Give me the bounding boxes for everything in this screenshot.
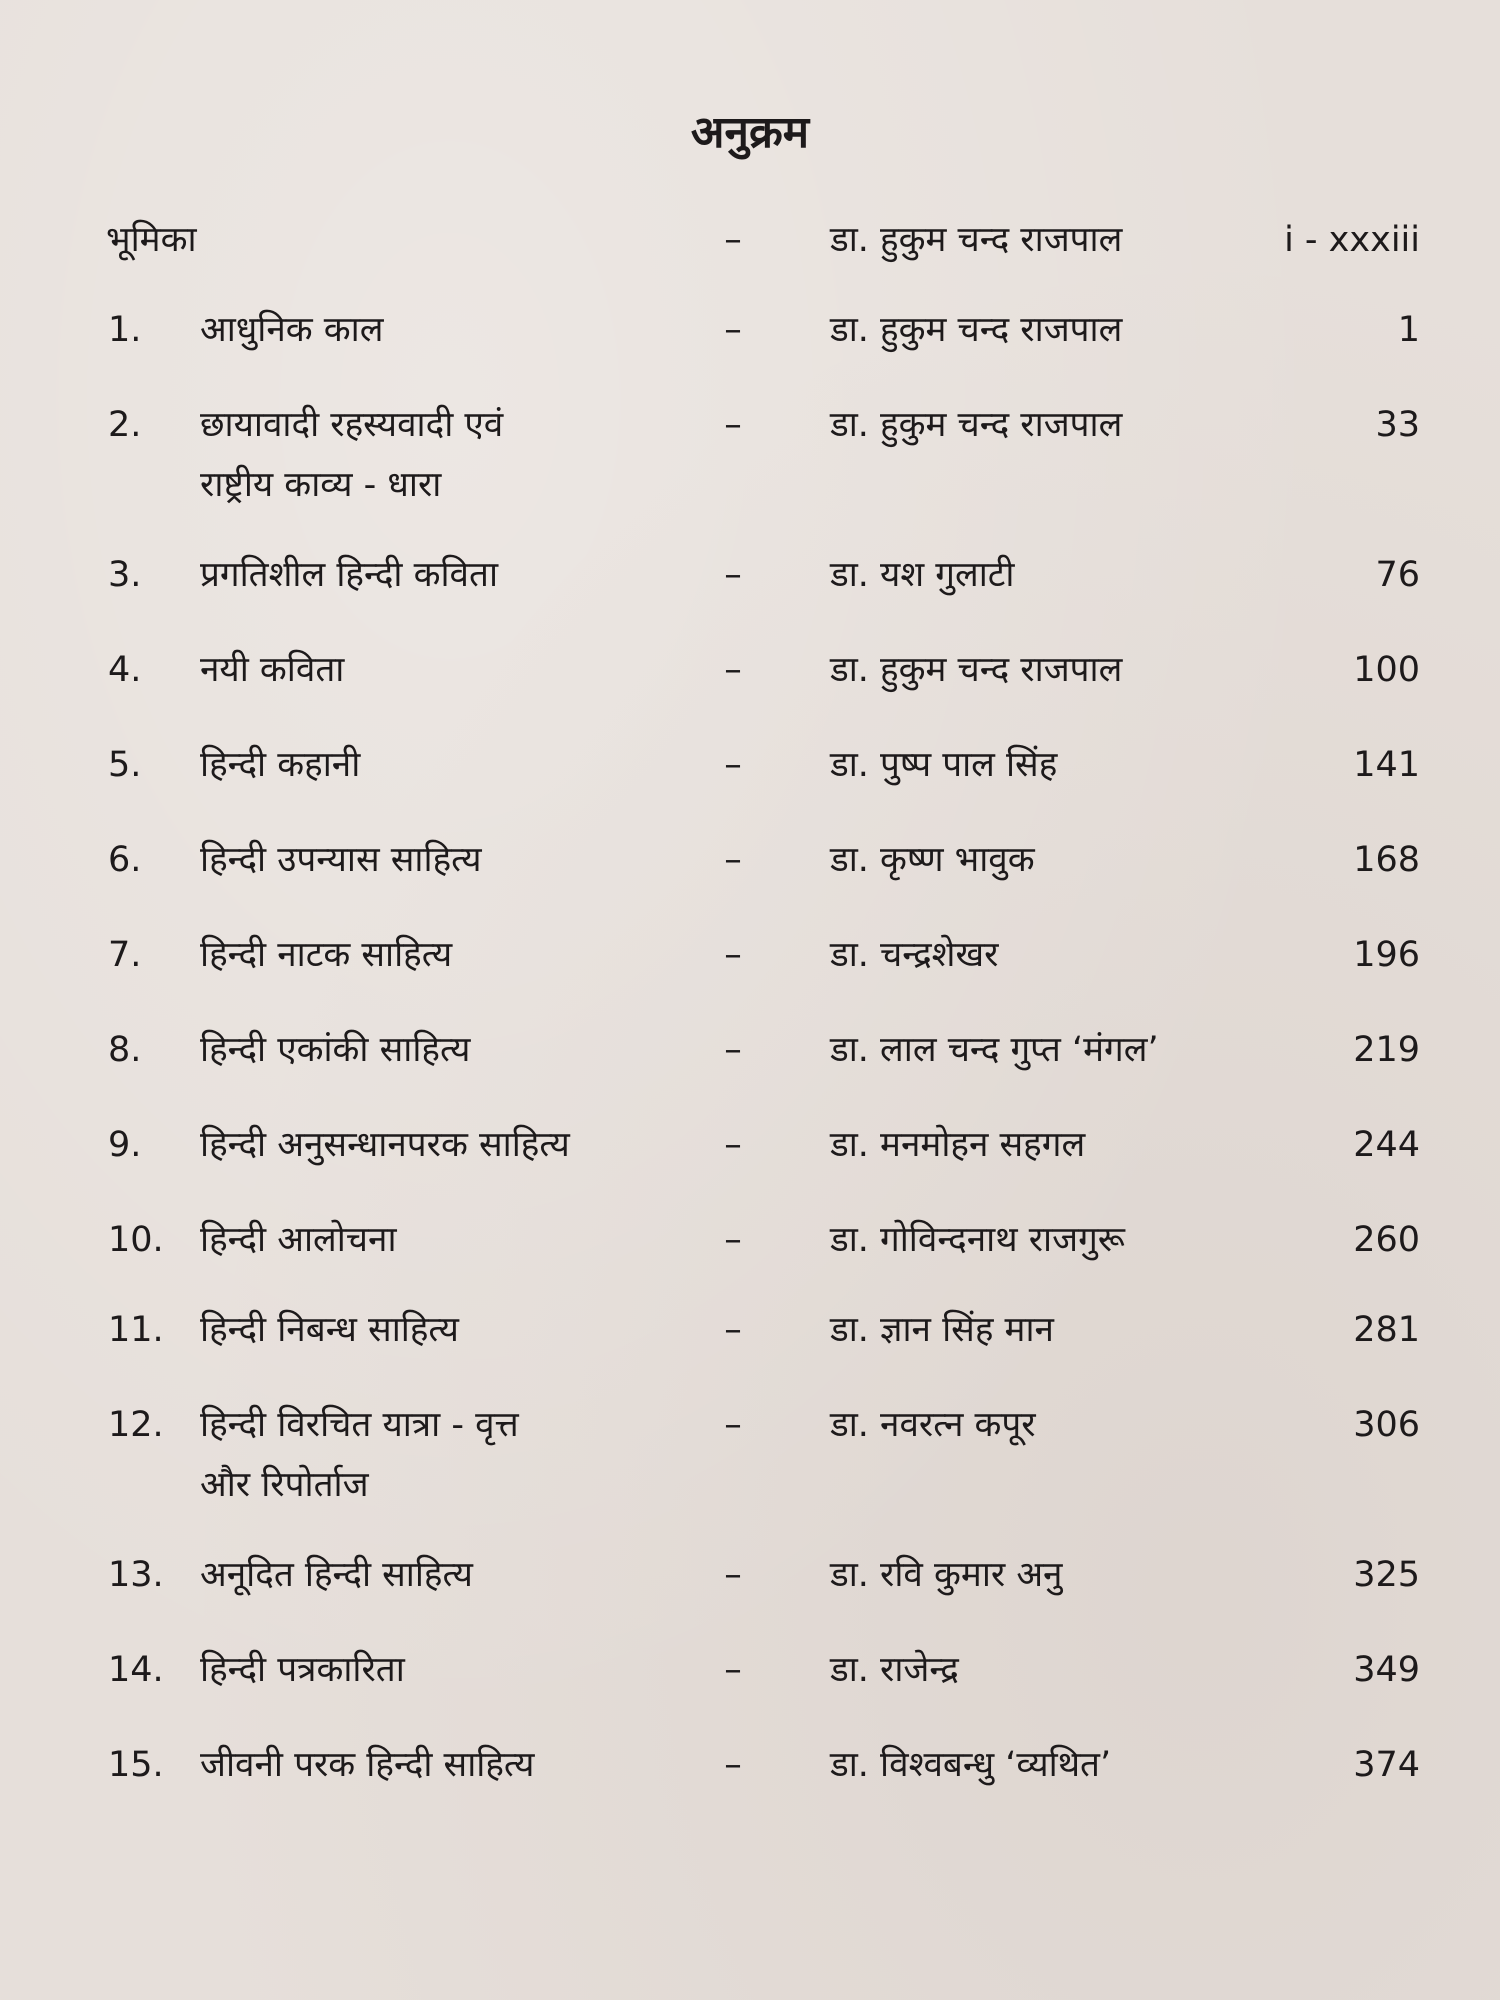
toc-author: डा. लाल चन्द गुप्त ‘मंगल’ — [830, 1030, 1159, 1070]
toc-page: 306 — [1353, 1405, 1420, 1445]
toc-dash: – — [724, 745, 742, 785]
toc-section — [200, 735, 720, 795]
toc-section — [200, 1020, 720, 1080]
toc-dash: – — [724, 935, 742, 975]
toc-section — [200, 925, 720, 985]
toc-dash: – — [724, 1555, 742, 1595]
toc-dash: – — [724, 405, 742, 445]
toc-dash: – — [724, 650, 742, 690]
toc-section — [200, 1640, 720, 1700]
toc-dash: – — [724, 1125, 742, 1165]
toc-section-line1: नयी कविता — [200, 650, 345, 690]
toc-section — [200, 1735, 720, 1795]
toc-dash: – — [724, 840, 742, 880]
toc-author: डा. रवि कुमार अनु — [830, 1555, 1063, 1595]
toc-number: 7. — [108, 935, 142, 975]
toc-number: 13. — [108, 1555, 164, 1595]
toc-section — [200, 1300, 720, 1360]
toc-section-line2: राष्ट्रीय काव्य - धारा — [200, 465, 442, 505]
toc-page: 141 — [1353, 745, 1420, 785]
toc-section-line1: हिन्दी आलोचना — [200, 1220, 397, 1260]
toc-dash: – — [724, 220, 742, 260]
toc-section — [200, 395, 720, 515]
toc-page: i - xxxiii — [1284, 220, 1420, 260]
toc-author: डा. कृष्ण भावुक — [830, 840, 1035, 880]
toc-number: 9. — [108, 1125, 142, 1165]
toc-page: 349 — [1353, 1650, 1420, 1690]
toc-dash: – — [724, 1310, 742, 1350]
toc-page: 168 — [1353, 840, 1420, 880]
toc-author: डा. ज्ञान सिंह मान — [830, 1310, 1054, 1350]
toc-section — [200, 1395, 720, 1515]
toc-author: डा. चन्द्रशेखर — [830, 935, 999, 975]
toc-dash: – — [724, 1405, 742, 1445]
toc-section — [200, 545, 720, 605]
toc-number: 2. — [108, 405, 142, 445]
toc-number: 3. — [108, 555, 142, 595]
toc-dash: – — [724, 1030, 742, 1070]
toc-section-line1: हिन्दी अनुसन्धानपरक साहित्य — [200, 1125, 570, 1165]
toc-author: डा. गोविन्दनाथ राजगुरू — [830, 1220, 1125, 1260]
toc-section-line1: आधुनिक काल — [200, 310, 384, 350]
toc-page: 1 — [1397, 310, 1420, 350]
toc-page: 325 — [1353, 1555, 1420, 1595]
toc-author: डा. यश गुलाटी — [830, 555, 1015, 595]
toc-number: 1. — [108, 310, 142, 350]
toc-section-line1: प्रगतिशील हिन्दी कविता — [200, 555, 499, 595]
toc-section-line1: हिन्दी कहानी — [200, 745, 361, 785]
toc-section-line2: और रिपोर्ताज — [200, 1465, 369, 1505]
toc-page: 244 — [1353, 1125, 1420, 1165]
toc-number: 14. — [108, 1650, 164, 1690]
toc-number: 10. — [108, 1220, 164, 1260]
toc-author: डा. पुष्प पाल सिंह — [830, 745, 1058, 785]
toc-page: 100 — [1353, 650, 1420, 690]
toc-section-line1: हिन्दी नाटक साहित्य — [200, 935, 453, 975]
toc-number: 8. — [108, 1030, 142, 1070]
toc-section — [200, 830, 720, 890]
toc-section-line1: हिन्दी उपन्यास साहित्य — [200, 840, 482, 880]
toc-section — [200, 1545, 720, 1605]
toc-number: 6. — [108, 840, 142, 880]
toc-page: 219 — [1353, 1030, 1420, 1070]
toc-author: डा. विश्वबन्धु ‘व्यथित’ — [830, 1745, 1112, 1785]
toc-author: डा. हुकुम चन्द राजपाल — [830, 405, 1123, 445]
toc-dash: – — [724, 1650, 742, 1690]
toc-page: 76 — [1375, 555, 1420, 595]
toc-section-line1: हिन्दी एकांकी साहित्य — [200, 1030, 471, 1070]
toc-number: 12. — [108, 1405, 164, 1445]
toc-section-line1: हिन्दी पत्रकारिता — [200, 1650, 405, 1690]
toc-section — [200, 1210, 720, 1270]
toc-page: 374 — [1353, 1745, 1420, 1785]
toc-section — [200, 640, 720, 700]
toc-section-line1: जीवनी परक हिन्दी साहित्य — [200, 1745, 535, 1785]
toc-author: डा. नवरत्न कपूर — [830, 1405, 1036, 1445]
toc-page: 260 — [1353, 1220, 1420, 1260]
toc-page: 33 — [1375, 405, 1420, 445]
toc-dash: – — [724, 1220, 742, 1260]
toc-page: 281 — [1353, 1310, 1420, 1350]
toc-section-line1: अनूदित हिन्दी साहित्य — [200, 1555, 473, 1595]
toc-dash: – — [724, 1745, 742, 1785]
toc-number: 5. — [108, 745, 142, 785]
toc-section — [200, 1115, 720, 1175]
toc-section: भूमिका — [106, 220, 197, 260]
toc-number: 15. — [108, 1745, 164, 1785]
toc-section-line1: हिन्दी विरचित यात्रा - वृत्त — [200, 1405, 519, 1445]
toc-page: 196 — [1353, 935, 1420, 975]
toc-dash: – — [724, 310, 742, 350]
toc-author: डा. राजेन्द्र — [830, 1650, 959, 1690]
toc-author: डा. हुकुम चन्द राजपाल — [830, 310, 1123, 350]
page-title: अनुक्रम — [690, 107, 810, 158]
toc-author: डा. हुकुम चन्द राजपाल — [830, 220, 1123, 260]
toc-section-line1: हिन्दी निबन्ध साहित्य — [200, 1310, 459, 1350]
toc-number: 4. — [108, 650, 142, 690]
toc-author: डा. मनमोहन सहगल — [830, 1125, 1086, 1165]
toc-section-line1: छायावादी रहस्यवादी एवं — [200, 405, 504, 445]
toc-author: डा. हुकुम चन्द राजपाल — [830, 650, 1123, 690]
toc-dash: – — [724, 555, 742, 595]
toc-section — [200, 300, 720, 360]
toc-number: 11. — [108, 1310, 164, 1350]
